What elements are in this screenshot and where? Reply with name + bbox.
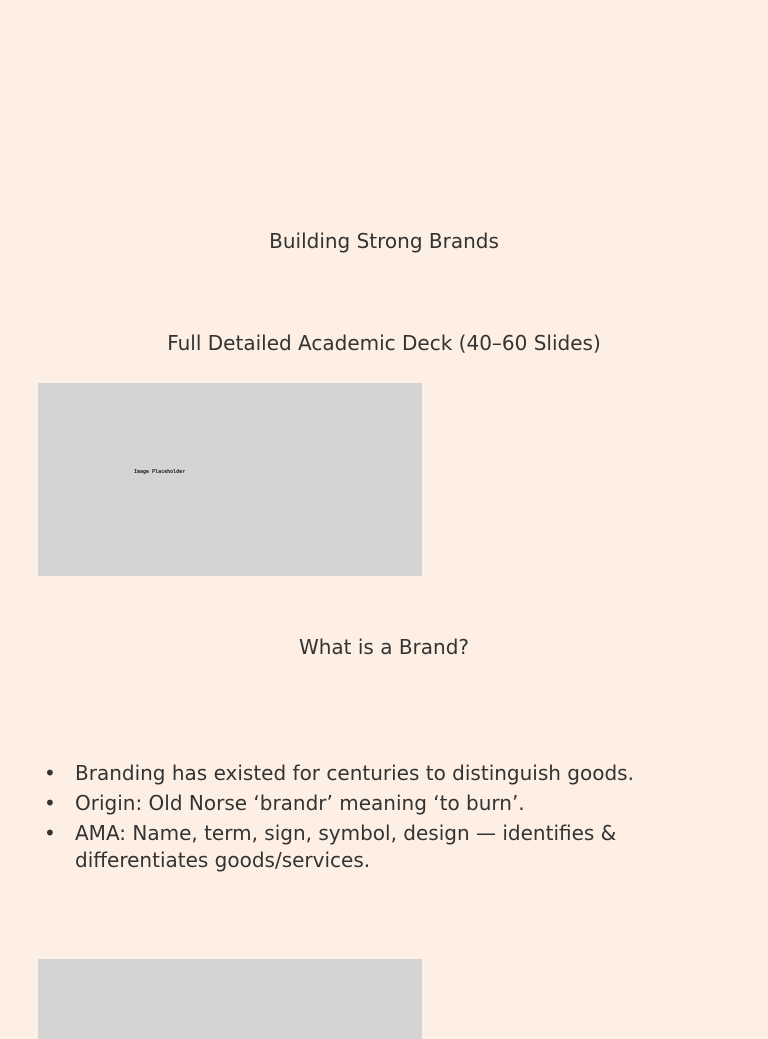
bullet-dot-icon: • [44, 791, 56, 815]
image-placeholder [38, 959, 422, 1039]
bullet-list [44, 760, 704, 877]
slide-title: Building Strong Brands [269, 229, 499, 253]
bullet-item [44, 820, 704, 874]
bullet-dot-icon: • [44, 821, 56, 845]
bullet-item [44, 760, 704, 787]
bullet-item [44, 790, 704, 817]
bullet-text: AMA: Name, term, sign, symbol, design — identifies & differentiates goods/services. [75, 821, 617, 872]
slide-title-what-is-a-brand: What is a Brand? [298, 635, 470, 659]
bullet-text: Origin: Old Norse ‘brandr’ meaning ‘to burn’. [75, 791, 525, 815]
bullet-dot-icon: • [44, 761, 56, 785]
image-placeholder-label: Image Placeholder [134, 469, 186, 475]
image-placeholder [38, 383, 422, 576]
bullet-text: Branding has existed for centuries to distinguish goods. [75, 761, 634, 785]
slide-subtitle: Full Detailed Academic Deck (40–60 Slides) [167, 331, 601, 355]
